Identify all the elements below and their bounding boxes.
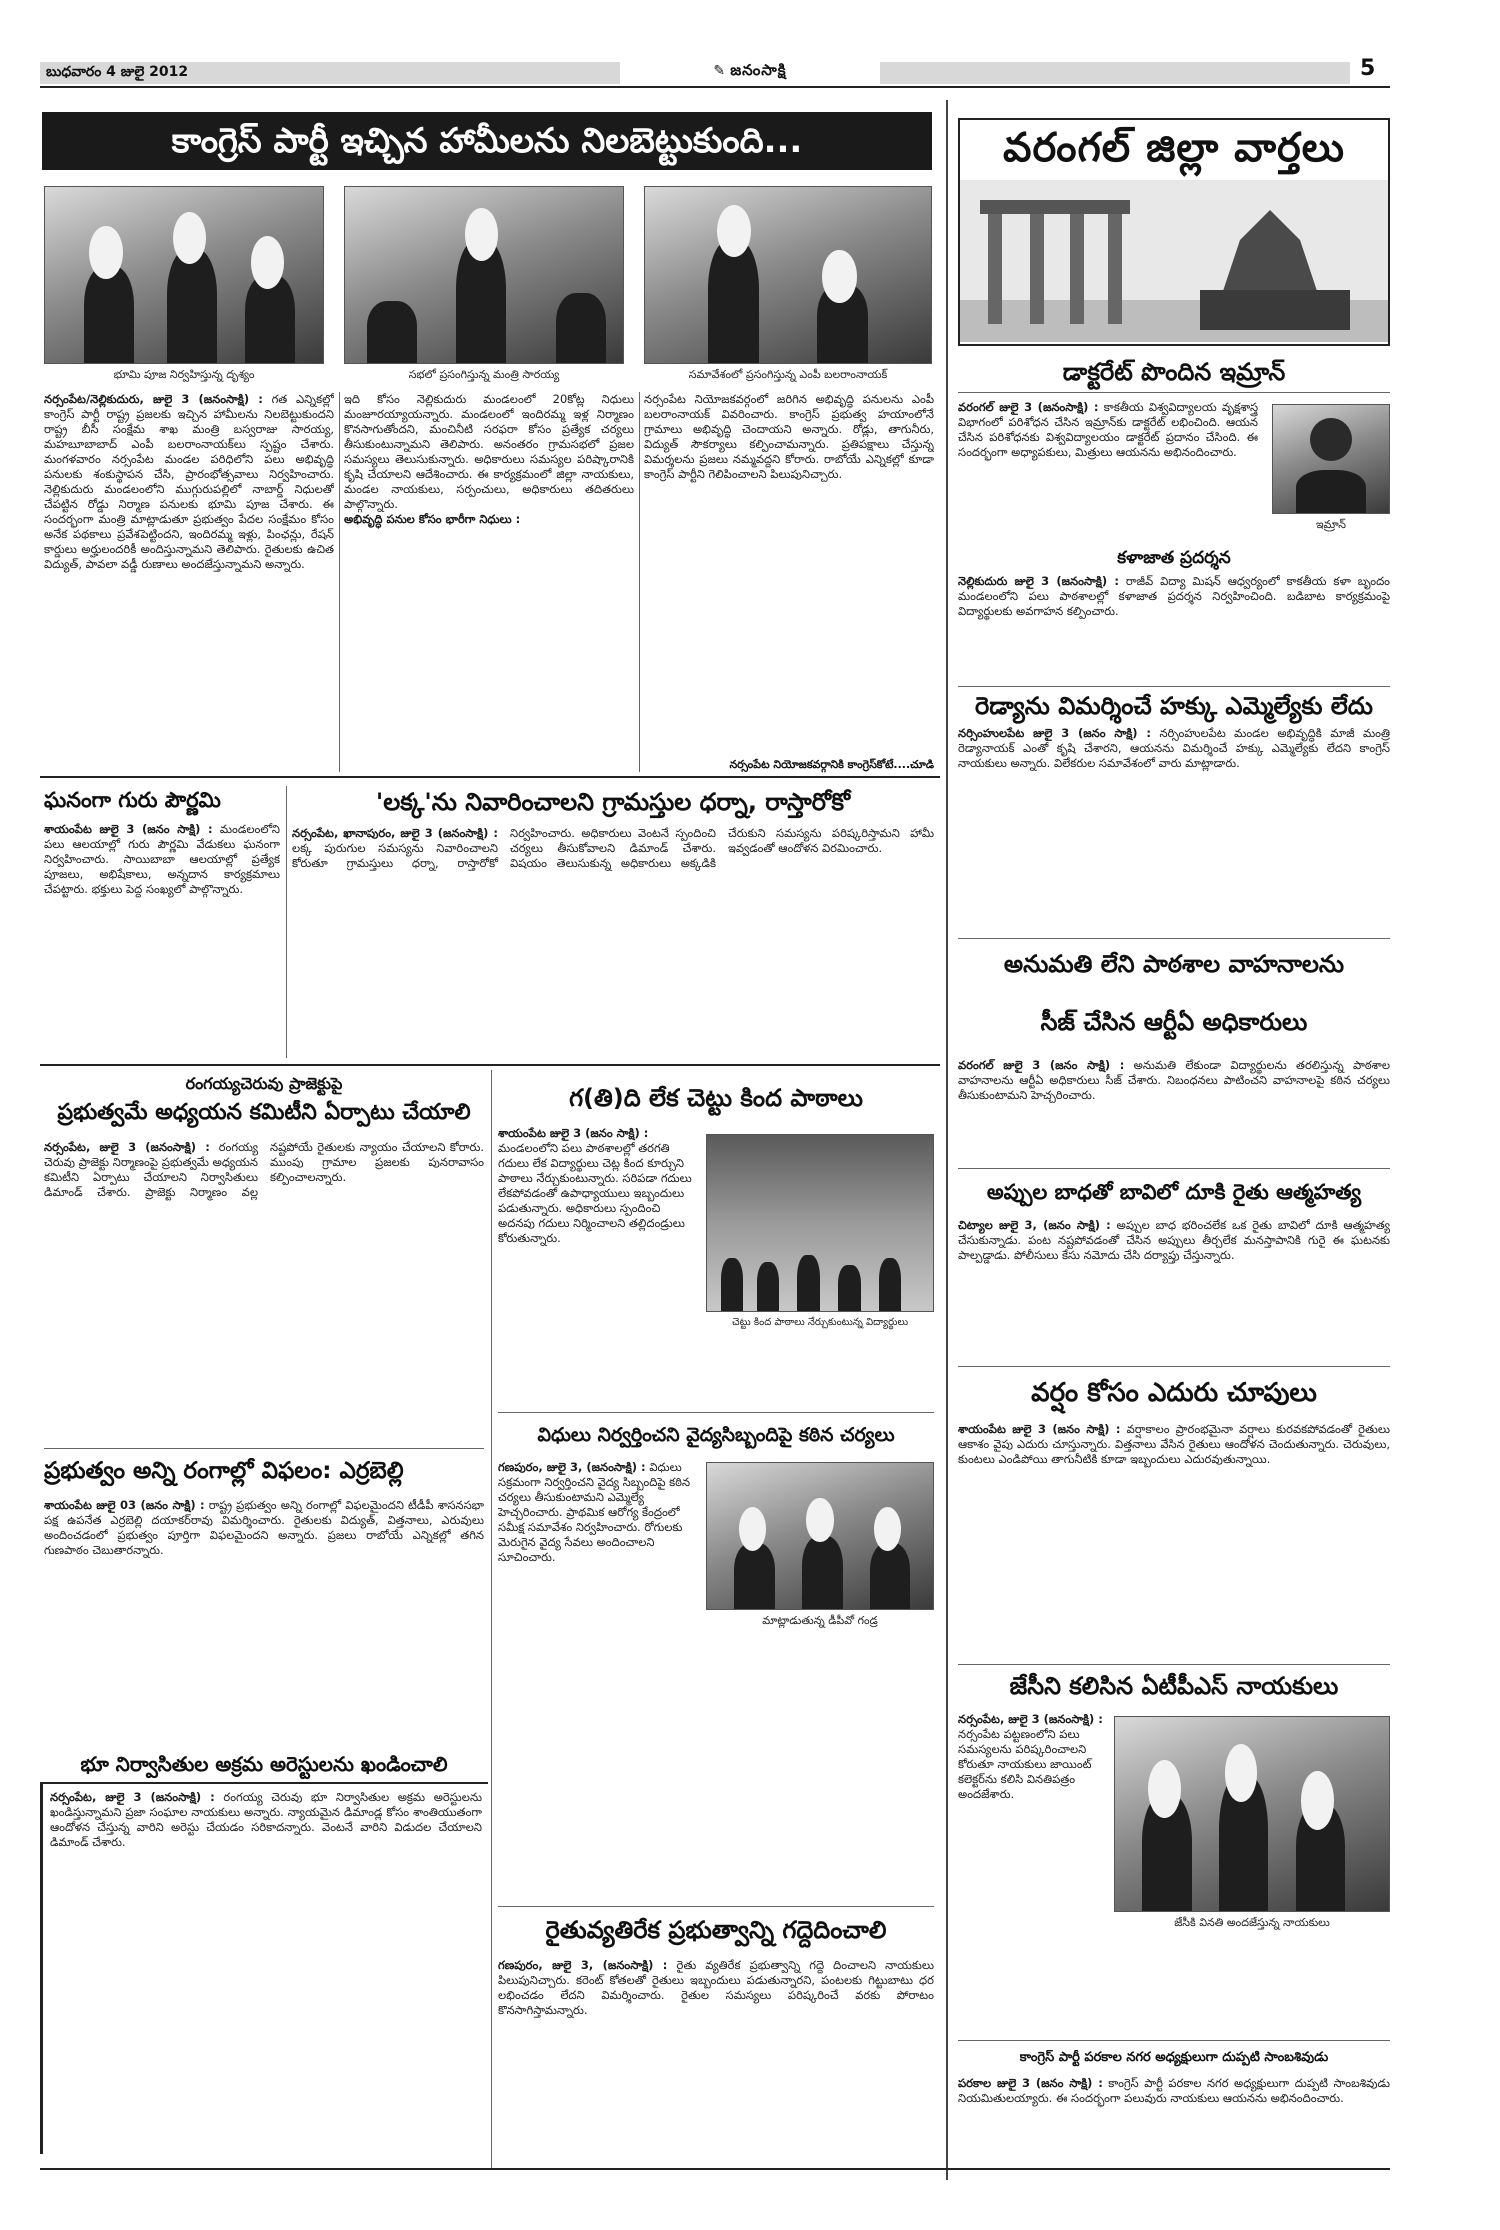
farmer-body <box>958 1218 1390 1360</box>
dharna-body <box>292 826 934 1058</box>
rain-text: వర్షాకాలం ప్రారంభమైనా వర్షాలు కురవకపోవడంతో రైతులు ఆకాశం వైపు ఎదురు చూస్తున్నారు. విత్తనాలు వేసిన రైతులు ఆందోళన చెందుతున్నారు. చెరువులు, కుంటలు ఎండిపోయి తాగునీటికి కూడా ఇబ్బందులు ఎదురవుతున్నాయి. <box>958 1422 1390 1466</box>
anti-farmer-text: రైతు వ్యతిరేక ప్రభుత్వాన్ని గద్దె దించాలని నాయకులు పిలుపునిచ్చారు. కరెంట్ కోతలతో రైతులు ఇబ్బందులు పడుతున్నారని, పంటలకు గిట్టుబాటు ధర లభించడం లేదని విమర్శించారు. రైతుల సమస్యలు పరిష్కరించే వరకు పోరాటం కొనసాగిస్తామన్నారు. <box>498 1958 934 2017</box>
main-story-col1-text: గత ఎన్నికల్లో కాంగ్రెస్ పార్టీ రాష్ట్ర ప్రజలకు ఇచ్చిన హామీలను నిలబెట్టుకుందని రాష్ట్ర బీసీ సంక్షేమ శాఖ మంత్రి బస్వరాజు సారయ్య, మహబూబాబాద్ ఎంపీ బలరాంనాయక్‌లు స్పష్టం చేశారు. మంగళవారం నర్సంపేట మండల పరిధిలోని పలు అభివృద్ధి పనులకు శంకుస్థాపన చేసి, ప్రారంభోత్సవాలు నిర్వహించారు. నెల్లికుదురు మండలంలోని ముగ్గురుపల్లిలో నాబార్డ్ నిధులతో చేపట్టిన రోడ్డు నిర్మాణ పనులకు భూమి పూజ చేశారు. ఈ సందర్భంగా మంత్రి మాట్లాడుతూ ప్రభుత్వం పేదల సంక్షేమం కోసం అనేక పథకాలు ప్రవేశపెట్టిందని, ఇందిరమ్మ ఇళ్లు, పింఛన్లు, రేషన్ కార్డులు అర్హులందరికీ అందిస్తున్నామని తెలిపారు. రైతులకు ఉచిత విద్యుత్, పావలా వడ్డీ రుణాలు అందజేస్తున్నామని అన్నారు. <box>44 392 334 571</box>
main-story-col2-text: ఇది కోసం నెల్లికుదురు మండలంలో 20కోట్ల నిధులు మంజూరయ్యాయన్నారు. మండలంలో ఇందిరమ్మ ఇళ్ల నిర్మాణం కొనసాగుతోందని, మంచినీటి సరఫరా కోసం ప్రత్యేక చర్యలు తీసుకుంటున్నామని తెలిపారు. అనంతరం గ్రామసభలో ప్రజల సమస్యలు తెలుసుకున్నారు. అధికారులు సమస్యల పరిష్కారానికి కృషి చేయాలని ఆదేశించారు. ఈ కార్యక్రమంలో జిల్లా నాయకులు, మండల నాయకులు, సర్పంచులు, అధికారులు తదితరులు పాల్గొన్నారు. <box>344 392 634 511</box>
col-rule <box>339 392 340 772</box>
jac-text: నర్సంపేట పట్టణంలోని పలు సమస్యలను పరిష్కరించాలని కోరుతూ నాయకులు జాయింట్ కలెక్టర్‌ను కలిసి వినతిపత్రం అందజేశారు. <box>958 1727 1092 1801</box>
art-show-text: రాజీవ్ విద్యా మిషన్ ఆధ్వర్యంలో కాకతీయ కళా బృందం మండలంలోని పలు పాఠశాలల్లో కళాజాత ప్రదర్శన నిర్వహించింది. బడిబాట కార్యక్రమంపై విద్యార్థులకు అవగాహన కల్పించారు. <box>958 574 1390 618</box>
section-rule <box>958 1366 1390 1367</box>
main-story-continued: నర్సంపేట నియోజకవర్గానికి కాంగ్రెస్‌కోటే....చూడి <box>729 758 934 771</box>
doctorate-body <box>958 400 1258 540</box>
failure-dateline: శాయంపేట జులై 03 (జనం సాక్షి) : <box>44 1498 205 1512</box>
rangaiah-headline: ప్రభుత్వమే అధ్యయన కమిటీని ఏర్పాటు చేయాలి <box>57 1100 471 1125</box>
page-bottom-rule <box>40 2168 1390 2170</box>
rta-headline-2: సీజ్ చేసిన ఆర్టీఏ అధికారులు <box>1040 1008 1308 1036</box>
medical-text: విధులు సక్రమంగా నిర్వర్తించని వైద్య సిబ్బందిపై కఠిన చర్యలు తీసుకుంటామని ఎమ్మెల్యే హెచ్చరించారు. ప్రాథమిక ఆరోగ్య కేంద్రంలో సమీక్ష సమావేశం నిర్వహించారు. రోగులకు మెరుగైన వైద్య సేవలు అందించాలని సూచించారు. <box>498 1460 691 1564</box>
col-rule <box>639 392 640 772</box>
main-photo-1 <box>44 186 324 364</box>
doctorate-photo <box>1272 404 1390 514</box>
jac-photo-caption: జేసీకి వినతి అందజేస్తున్న నాయకులు <box>1174 1916 1330 1929</box>
guru-text: మండలంలోని పలు ఆలయాల్లో గురు పౌర్ణమి వేడుకలు ఘనంగా నిర్వహించారు. సాయిబాబా ఆలయాల్లో ప్రత్యేక పూజలు, అభిషేకాలు, అన్నదాన కార్యక్రమాలు చేపట్టారు. భక్తులు పెద్ద సంఖ్యలో పాల్గొన్నారు. <box>44 822 280 896</box>
land-text: రంగయ్య చెరువు భూ నిర్వాసితుల అక్రమ అరెస్టులను ఖండిస్తున్నామని ప్రజా సంఘాల నాయకులు అన్నారు. న్యాయమైన డిమాండ్ల కోసం శాంతియుతంగా ఆందోళన చేస్తున్న వారిని అరెస్టు చేయడం సరికాదన్నారు. వెంటనే వారిని విడుదల చేయాలని డిమాండ్ చేశారు. <box>50 1790 482 1849</box>
rangaiah-text: రంగయ్య చెరువు ప్రాజెక్టు నిర్మాణంపై ప్రభుత్వమే అధ్యయన కమిటీని ఏర్పాటు చేయాలని నిర్వాసితులు డిమాండ్ చేశారు. ప్రాజెక్టు నిర్మాణం వల్ల నష్టపోయే రైతులకు న్యాయం చేయాలని కోరారు. ముంపు గ్రామాల ప్రజలకు పునరావాసం కల్పించాలన్నారు. <box>44 1140 484 1199</box>
medical-body <box>498 1460 698 1760</box>
guru-headline: ఘనంగా గురు పౌర్ణమి <box>44 788 221 812</box>
main-photo-1-caption: భూమి పూజ నిర్వహిస్తున్న దృశ్యం <box>113 368 255 381</box>
district-header-title: వరంగల్ జిల్లా వార్తలు <box>1003 125 1345 171</box>
section-rule <box>958 686 1390 687</box>
land-dateline: నర్సంపేట, జులై 3 (జనంసాక్షి) : <box>50 1790 215 1804</box>
doctorate-text: కాకతీయ విశ్వవిద్యాలయ వృక్షశాస్త్ర విభాగంలో పరిశోధన చేసిన ఇమ్రాన్‌కు డాక్టరేట్ లభించింది. ఆయన చేసిన పరిశోధనకు విశ్వవిద్యాలయం డాక్టరేట్ ప్రదానం చేసింది. ఈ సందర్భంగా అధ్యాపకులు, మిత్రులు ఆయనను అభినందించారు. <box>958 400 1258 459</box>
tree-school-headline: గ(తి)ది లేక చెట్టు కింద పాఠాలు <box>569 1084 863 1112</box>
tree-school-photo <box>706 1134 934 1312</box>
page-column-rule <box>946 100 948 2180</box>
farmer-text: అప్పుల బాధ భరించలేక ఒక రైతు బావిలో దూకి ఆత్మహత్య చేసుకున్నాడు. పంట నష్టపోవడంతో చేసిన అప్పులు తీర్చలేక మనస్తాపానికి గురై ఈ ఘటనకు పాల్పడ్డాడు. పోలీసులు కేసు నమోదు చేసి దర్యాప్తు చేస్తున్నారు. <box>958 1218 1390 1262</box>
section-rule <box>40 1064 940 1066</box>
paper-name: జనంసాక్షి <box>730 61 787 79</box>
tree-school-dateline: శాయంపేట జులై 3 (జనం సాక్షి) : <box>498 1126 649 1140</box>
page-number: 5 <box>1360 56 1376 81</box>
col-rule <box>491 1070 492 2170</box>
paper-logo-icon: ✎ <box>713 63 726 79</box>
main-story-col3-text: నర్సంపేట నియోజకవర్గంలో జరిగిన అభివృద్ధి పనులను ఎంపీ బలరాంనాయక్ వివరించారు. కాంగ్రెస్ ప్రభుత్వ హయాంలోనే గ్రామాలు అభివృద్ధి చెందాయని అన్నారు. రోడ్లు, తాగునీరు, విద్యుత్ సౌకర్యాలు కల్పించామన్నారు. ప్రతిపక్షాలు చేస్తున్న విమర్శలను ప్రజలు నమ్మవద్దని కోరారు. రాబోయే ఎన్నికల్లో కూడా కాంగ్రెస్ పార్టీని గెలిపించాలని పిలుపునిచ్చారు. <box>644 392 934 481</box>
doctorate-photo-caption: ఇమ్రాన్ <box>1315 518 1347 531</box>
mla-right-body <box>958 726 1390 930</box>
failure-text: రాష్ట్ర ప్రభుత్వం అన్ని రంగాల్లో విఫలమైందని టీడీపీ శాసనసభా పక్ష ఉపనేత ఎర్రబెల్లి దయాకర్‌రావు విమర్శించారు. రైతులకు విద్యుత్, విత్తనాలు, ఎరువులు అందించడంలో ప్రభుత్వం పూర్తిగా విఫలమైందని అన్నారు. ప్రజలు రాబోయే ఎన్నికల్లో తగిన గుణపాఠం చెబుతారన్నారు. <box>44 1498 484 1557</box>
main-story-subhead: అభివృద్ధి పనుల కోసం భారీగా నిధులు : <box>344 512 521 526</box>
dharna-dateline: నర్సంపేట, ఖానాపురం, జులై 3 (జనంసాక్షి) : <box>292 826 498 840</box>
section-rule <box>958 1664 1390 1665</box>
rangaiah-dateline: నర్సంపేట, జులై 3 (జనంసాక్షి) : <box>44 1140 210 1154</box>
main-story-col1 <box>44 392 334 772</box>
rta-headline-1: అనుమతి లేని పాఠశాల వాహనాలను <box>1003 950 1345 978</box>
medical-dateline: గణపురం, జులై 3, (జనంసాక్షి) : <box>498 1460 646 1474</box>
land-body <box>50 1790 482 2144</box>
section-rule <box>40 776 940 778</box>
rangaiah-body <box>44 1140 484 1440</box>
farmer-headline: అప్పుల బాధతో బావిలో దూకి రైతు ఆత్మహత్య <box>986 1180 1362 1204</box>
congress-leader-body <box>958 2076 1390 2138</box>
jac-photo <box>1114 1716 1390 1912</box>
tree-school-body <box>498 1126 698 1406</box>
tree-school-photo-caption: చెట్టు కింద పాఠాలు నేర్చుకుంటున్న విద్యార్థులు <box>731 1317 909 1328</box>
anti-farmer-dateline: గణపురం, జులై 3, (జనంసాక్షి) : <box>498 1958 668 1972</box>
jac-headline: జేసీని కలిసిన ఏటీపీఎస్ నాయకులు <box>1009 1672 1339 1700</box>
section-rule <box>498 1906 934 1907</box>
medical-headline: విధులు నిర్వర్తించని వైద్యసిబ్బందిపై కఠిన చర్యలు <box>537 1424 895 1446</box>
section-rule <box>958 392 1390 393</box>
doctorate-dateline: వరంగల్ జులై 3 (జనంసాక్షి) : <box>958 400 1099 414</box>
main-story-col3 <box>644 392 934 754</box>
header-date-band <box>40 62 620 84</box>
failure-headline: ప్రభుత్వం అన్ని రంగాల్లో విఫలం: ఎర్రబెల్లి <box>44 1458 404 1484</box>
guru-body <box>44 822 280 1060</box>
failure-body <box>44 1498 484 1742</box>
rain-headline: వర్షం కోసం ఎదురు చూపులు <box>1031 1378 1317 1408</box>
medical-photo <box>706 1462 934 1610</box>
art-show-headline: కళాజాత ప్రదర్శన <box>1117 548 1231 568</box>
farmer-dateline: చిట్యాల జులై 3, (జనం సాక్షి) : <box>958 1218 1111 1232</box>
jac-body <box>958 1712 1108 1934</box>
jac-dateline: నర్సంపేట, జులై 3 (జనంసాక్షి) : <box>958 1712 1103 1726</box>
header-right-band <box>880 62 1350 84</box>
header-date: బుధవారం 4 జులై 2012 <box>46 64 189 80</box>
congress-leader-dateline: పరకాల జులై 3 (జనం సాక్షి) : <box>958 2076 1103 2090</box>
main-photo-2-caption: సభలో ప్రసంగిస్తున్న మంత్రి సారయ్య <box>408 368 560 381</box>
land-headline: భూ నిర్వాసితుల అక్రమ అరెస్టులను ఖండించాలి <box>80 1752 448 1776</box>
main-banner-title: కాంగ్రెస్ పార్టీ ఇచ్చిన హామీలను నిలబెట్టుకుంది... <box>171 121 803 161</box>
main-photo-2 <box>344 186 624 364</box>
section-rule <box>498 1412 934 1413</box>
mla-right-text: నర్సింహులపేట మండల అభివృద్ధికి మాజీ మంత్రి రెడ్యానాయక్ ఎంతో కృషి చేశారని, ఆయనను విమర్శించే హక్కు ఎమ్మెల్యేకు లేదని కాంగ్రెస్ నాయకులు అన్నారు. విలేకరుల సమావేశంలో వారు మాట్లాడారు. <box>958 726 1390 770</box>
col-rule <box>286 786 287 1058</box>
district-header-box <box>958 118 1390 346</box>
rain-body <box>958 1422 1390 1658</box>
congress-leader-headline: కాంగ్రెస్ పార్టీ పరకాల నగర అధ్యక్షులుగా దుప్పటి సాంబశివుడు <box>1019 2050 1329 2065</box>
rta-body <box>958 1058 1390 1162</box>
main-banner <box>42 112 932 170</box>
main-photo-3 <box>644 186 932 364</box>
main-photo-3-caption: సమావేశంలో ప్రసంగిస్తున్న ఎంపీ బలరాంనాయక్ <box>688 368 888 381</box>
dharna-text: లక్క పురుగుల సమస్యను నివారించాలని కోరుతూ గ్రామస్తులు ధర్నా, రాస్తారోకో నిర్వహించారు. అధికారులు వెంటనే స్పందించి చర్యలు తీసుకోవాలని డిమాండ్ చేశారు. విషయం తెలుసుకున్న అధికారులు అక్కడికి చేరుకుని సమస్యను పరిష్కరిస్తామని హామీ ఇవ్వడంతో ఆందోళన విరమించారు. <box>292 826 934 870</box>
rta-dateline: వరంగల్ జులై 3 (జనం సాక్షి) : <box>958 1058 1125 1072</box>
page-header <box>40 58 1390 88</box>
rta-text: అనుమతి లేకుండా విద్యార్థులను తరలిస్తున్న పాఠశాల వాహనాలను ఆర్టీఏ అధికారులు సీజ్ చేశారు. నిబంధనలు పాటించని వాహనాలపై కఠిన చర్యలు తీసుకుంటామని హెచ్చరించారు. <box>958 1058 1390 1102</box>
mla-right-dateline: నర్సింహులపేట జులై 3 (జనం సాక్షి) : <box>958 726 1151 740</box>
kakatiya-arch-icon <box>960 180 1388 342</box>
rangaiah-kicker: రంగయ్యచెరువు ప్రాజెక్టుపై <box>185 1074 343 1093</box>
doctorate-headline: డాక్టరేట్ పొందిన ఇమ్రాన్ <box>1062 358 1286 386</box>
anti-farmer-headline: రైతువ్యతిరేక ప్రభుత్వాన్ని గద్దెదించాలి <box>545 1916 887 1944</box>
mla-right-headline: రెడ్యాను విమర్శించే హక్కు ఎమ్మెల్యేకు లేదు <box>974 692 1373 720</box>
anti-farmer-body <box>498 1958 934 2148</box>
section-rule <box>958 1168 1390 1169</box>
congress-leader-text: కాంగ్రెస్ పార్టీ పరకాల నగర అధ్యక్షులుగా దుప్పటి సాంబశివుడు నియమితులయ్యారు. ఈ సందర్భంగా పలువురు నాయకులు ఆయనను అభినందించారు. <box>958 2076 1390 2105</box>
header-masthead <box>680 60 820 84</box>
art-show-dateline: నెల్లికుదురు జులై 3 (జనంసాక్షి) : <box>958 574 1119 588</box>
section-rule <box>958 2040 1390 2041</box>
main-story-col2 <box>344 392 634 772</box>
art-show-body <box>958 574 1390 682</box>
section-rule <box>958 938 1390 939</box>
medical-photo-caption: మాట్లాడుతున్న డీపీవో గండ్ర <box>762 1614 878 1627</box>
main-story-dateline: నర్సంపేట/నెల్లికుదురు, జులై 3 (జనంసాక్షి) : <box>44 392 263 406</box>
section-rule <box>44 1448 484 1449</box>
dharna-headline: 'లక్క'ను నివారించాలని గ్రామస్తుల ధర్నా, రాస్తారోకో <box>375 788 851 816</box>
guru-dateline: శాయంపేట జులై 3 (జనం సాక్షి) : <box>44 822 213 836</box>
tree-school-text: మండలంలోని పలు పాఠశాలల్లో తరగతి గదులు లేక విద్యార్థులు చెట్ల కింద కూర్చుని పాఠాలు నేర్చుకుంటున్నారు. సరిపడా గదులు లేకపోవడంతో ఉపాధ్యాయులు ఇబ్బందులు పడుతున్నారు. అధికారులు స్పందించి అదనపు గదులు నిర్మించాలని తల్లిదండ్రులు కోరుతున్నారు. <box>498 1141 692 1245</box>
rain-dateline: శాయంపేట జులై 3 (జనం సాక్షి) : <box>958 1422 1121 1436</box>
